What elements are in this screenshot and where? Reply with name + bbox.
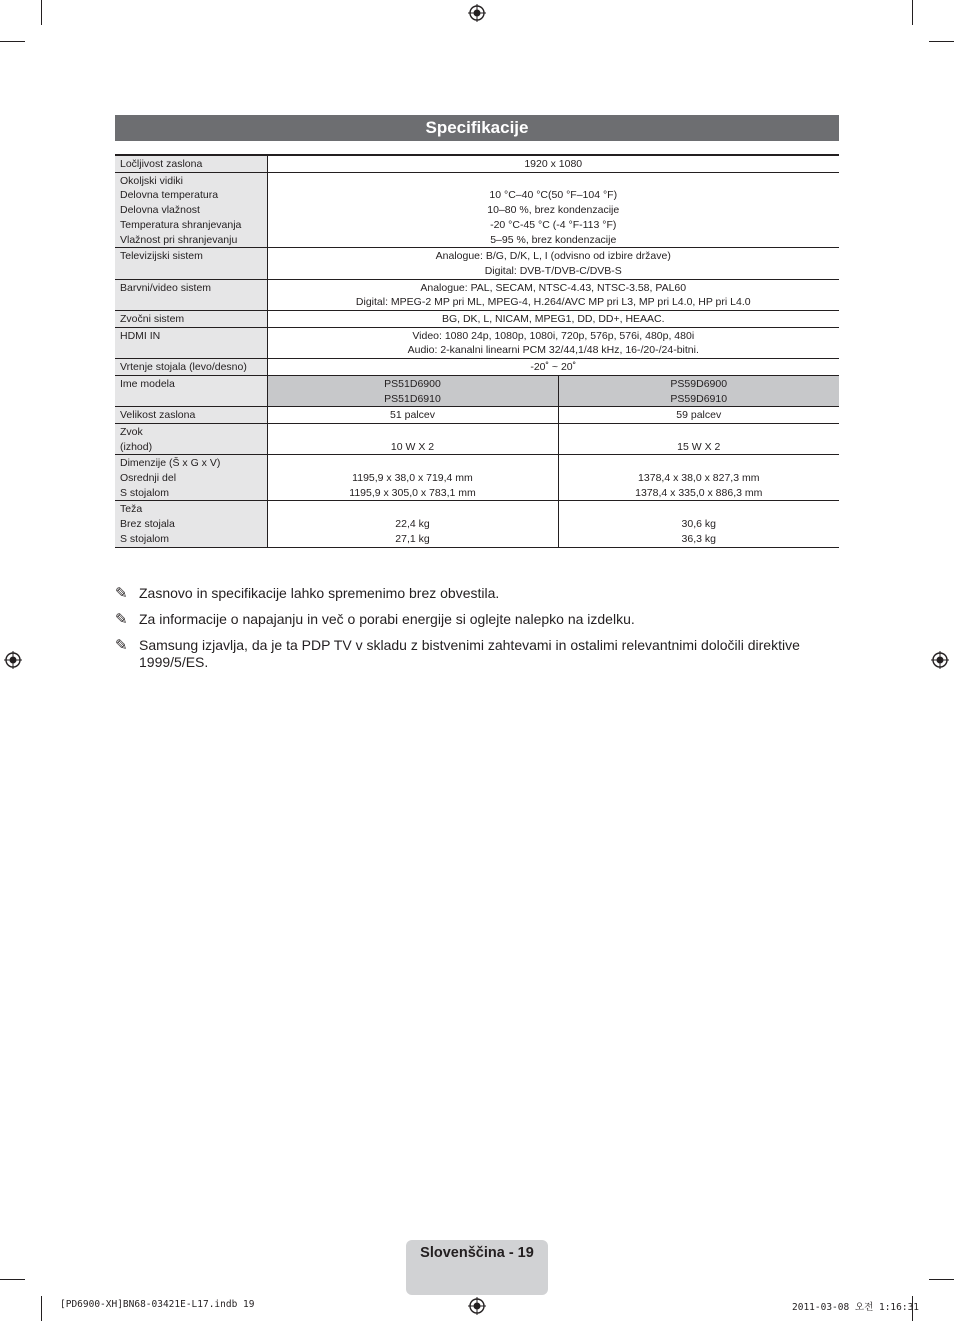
model-59-value [558, 455, 839, 501]
registration-mark-icon [468, 1297, 486, 1315]
table-row [115, 327, 839, 358]
cell-line: Teža [120, 503, 143, 516]
row-label [115, 327, 267, 358]
cell-line: (izhod) [120, 440, 153, 453]
row-label [115, 455, 267, 501]
cell-line: Zvok [120, 425, 143, 438]
footer-timestamp: 2011-03-08 오전 1:16:31 [792, 1302, 920, 1313]
registration-mark-icon [931, 651, 949, 669]
row-value [267, 172, 839, 248]
cell-line: 1378,4 x 38,0 x 827,3 mm [638, 472, 760, 485]
pencil-note-icon: ✎ [115, 585, 128, 602]
row-value [267, 248, 839, 279]
row-label [115, 172, 267, 248]
registration-mark-icon [468, 4, 486, 22]
model-51-value [267, 423, 558, 454]
table-row [115, 279, 839, 310]
table-row [115, 359, 839, 376]
model-51-value [267, 501, 558, 547]
cell-line: 27,1 kg [395, 532, 430, 545]
cell-line: Zvočni sistem [120, 313, 185, 326]
cell-line: Vlažnost pri shranjevanju [120, 233, 238, 246]
cell-line: PS51D6900 [384, 377, 441, 390]
row-value [267, 327, 839, 358]
cell-line: Barvni/video sistem [120, 281, 212, 294]
row-label [115, 501, 267, 547]
crop-mark [41, 1296, 42, 1321]
cell-line: 1195,9 x 38,0 x 719,4 mm [352, 472, 473, 485]
row-value [267, 311, 839, 328]
cell-line: 1195,9 x 305,0 x 783,1 mm [349, 486, 476, 499]
note-text: Za informacije o napajanju in več o porabi energije si oglejte nalepko na izdelku. [139, 611, 635, 627]
note-text: Samsung izjavlja, da je ta PDP TV v skladu z bistvenimi zahtevami in ostalimi relevantnimi določili direktive 1999/5/ES. [139, 637, 800, 670]
cell-line: S stojalom [120, 532, 170, 545]
registration-mark-icon [4, 651, 22, 669]
cell-line: Delovna temperatura [120, 189, 219, 202]
cell-line: 30,6 kg [681, 518, 716, 531]
table-row [115, 407, 839, 424]
cell-line: 59 palcev [676, 409, 722, 422]
table-row [115, 172, 839, 248]
cell-line: 51 palcev [390, 409, 435, 422]
table-row [115, 375, 839, 406]
model-51-value [267, 455, 558, 501]
row-value [267, 155, 839, 172]
model-59-value [558, 375, 839, 406]
model-51-value [267, 375, 558, 406]
cell-line: Vrtenje stojala (levo/desno) [120, 361, 247, 374]
specifications-table [115, 154, 839, 548]
note-item [115, 585, 839, 602]
cell-line: PS59D6900 [670, 377, 728, 390]
crop-mark [929, 1279, 954, 1280]
table-row [115, 155, 839, 172]
footer-file-info: [PD6900-XH]BN68-03421E-L17.indb 19 [60, 1299, 255, 1310]
note-item [115, 637, 839, 671]
model-59-value [558, 407, 839, 424]
cell-line: Televizijski sistem [120, 250, 203, 263]
row-value [267, 359, 839, 376]
cell-line: Dimenzije (Š x G x V) [120, 457, 221, 470]
crop-mark [0, 41, 25, 42]
crop-mark [929, 41, 954, 42]
note-text: Zasnovo in specifikacije lahko spremenimo brez obvestila. [139, 585, 500, 601]
pencil-note-icon: ✎ [115, 611, 128, 628]
row-label [115, 423, 267, 454]
notes-section [115, 585, 839, 680]
row-label [115, 279, 267, 310]
row-label [115, 155, 267, 172]
cell-line: 10 W X 2 [390, 440, 435, 453]
cell-line: Analogue: B/G, D/K, L, I (odvisno od izbire države) [435, 250, 671, 263]
cell-line: Audio: 2-kanalni linearni PCM 32/44,1/48 kHz, 16-/20-/24-bitni. [407, 344, 699, 357]
cell-line: 36,3 kg [681, 532, 716, 545]
cell-line: -20˚ ~ 20˚ [530, 361, 577, 374]
crop-mark [0, 1279, 25, 1280]
cell-line: 5–95 %, brez kondenzacije [490, 233, 617, 246]
table-row [115, 455, 839, 501]
model-59-value [558, 423, 839, 454]
cell-line: PS51D6910 [384, 392, 441, 405]
cell-line: BG, DK, L, NICAM, MPEG1, DD, DD+, HEAAC. [441, 313, 665, 326]
cell-line: HDMI IN [120, 329, 161, 342]
cell-line: Velikost zaslona [120, 409, 196, 422]
row-label [115, 375, 267, 406]
row-label [115, 248, 267, 279]
cell-line: 15 W X 2 [677, 440, 721, 453]
table-row [115, 423, 839, 454]
crop-mark [912, 0, 913, 25]
page-title: Specifikacije [115, 115, 839, 141]
crop-mark [41, 0, 42, 25]
cell-line: Ime modela [120, 377, 175, 390]
table-row [115, 311, 839, 328]
row-label [115, 359, 267, 376]
cell-line: Brez stojala [120, 518, 175, 531]
cell-line: Digital: MPEG-2 MP pri ML, MPEG-4, H.264/AVC MP pri L3, MP pri L4.0, HP pri L4.0 [355, 296, 751, 309]
cell-line: 1920 x 1080 [524, 158, 583, 170]
cell-line: Delovna vlažnost [120, 204, 200, 217]
cell-line: Video: 1080 24p, 1080p, 1080i, 720p, 576p, 576i, 480p, 480i [412, 329, 695, 342]
cell-line: -20 °C-45 °C (-4 °F-113 °F) [490, 218, 617, 231]
model-51-value [267, 407, 558, 424]
table-row [115, 248, 839, 279]
cell-line: 22,4 kg [395, 518, 430, 531]
table-row [115, 501, 839, 547]
cell-line: Temperatura shranjevanja [120, 218, 242, 231]
cell-line: 1378,4 x 335,0 x 886,3 mm [635, 486, 763, 499]
cell-line: 10–80 %, brez kondenzacije [487, 204, 620, 217]
cell-line: PS59D6910 [670, 392, 728, 405]
pencil-note-icon: ✎ [115, 637, 128, 654]
row-label [115, 407, 267, 424]
cell-line: 10 °C–40 °C(50 °F–104 °F) [489, 189, 618, 202]
cell-line: S stojalom [120, 486, 170, 499]
cell-line: Digital: DVB-T/DVB-C/DVB-S [484, 264, 622, 277]
note-item [115, 611, 839, 628]
model-59-value [558, 501, 839, 547]
row-value [267, 279, 839, 310]
cell-line: Osrednji del [120, 472, 177, 485]
row-label [115, 311, 267, 328]
cell-line: Analogue: PAL, SECAM, NTSC-4.43, NTSC-3.58, PAL60 [420, 281, 687, 294]
cell-line: Okoljski vidiki [120, 174, 184, 187]
page-number: Slovenščina - 19 [420, 1245, 534, 1261]
cell-line: Ločljivost zaslona [120, 158, 203, 170]
